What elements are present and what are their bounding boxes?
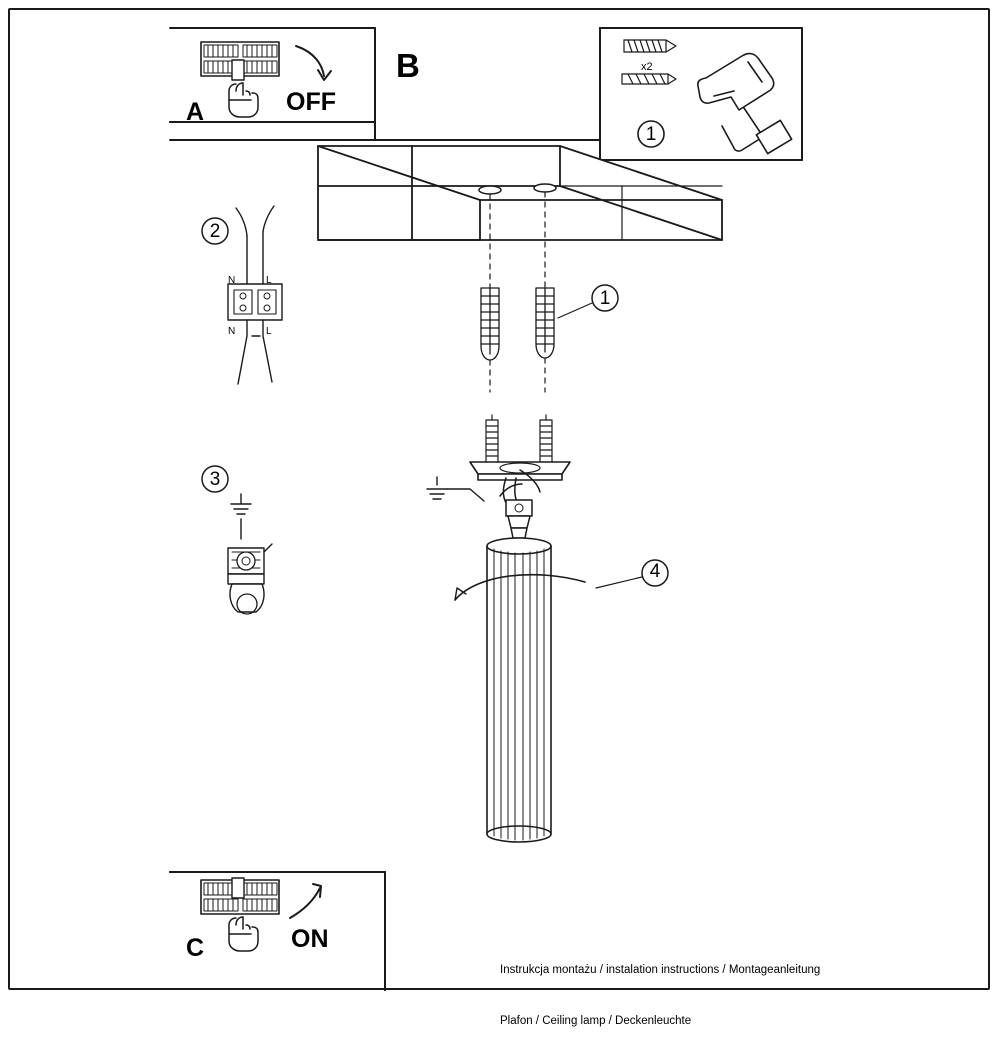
- screw-graphic: [624, 40, 676, 52]
- terminal-label-bottom-live: L: [266, 326, 272, 337]
- label-on: ON: [291, 925, 329, 953]
- socket-holder-graphic: [228, 519, 272, 614]
- arrow-up-on: [290, 884, 321, 918]
- dowel-graphic: [622, 74, 676, 84]
- drill-graphic: [698, 54, 792, 154]
- hand-icon-c: [229, 917, 258, 951]
- footer-line-1: Instrukcja montażu / instalation instructions / Montageanleitung: [500, 964, 821, 976]
- switch-off-graphic: [201, 42, 279, 80]
- dowel-right: [536, 288, 554, 358]
- footer-text: [500, 928, 820, 1064]
- terminal-label-top-neutral: N: [228, 275, 236, 286]
- lamp-shade: [487, 538, 551, 842]
- callout-shade-number: 4: [649, 561, 661, 582]
- terminal-label-top-live: L: [266, 275, 272, 286]
- ground-symbol-lamp: [426, 476, 484, 501]
- ceiling-plate: [318, 146, 722, 300]
- callout-step-3-number: 3: [209, 469, 221, 490]
- mounting-plate: [470, 462, 570, 480]
- callout-drill-number: 1: [645, 124, 657, 145]
- drill-hole-left: [479, 186, 501, 194]
- drill-hole-right: [534, 184, 556, 192]
- footer-line-2: Plafon / Ceiling lamp / Deckenleuchte: [500, 1015, 692, 1027]
- label-step-b: B: [396, 47, 420, 84]
- ground-symbol-3: [231, 494, 251, 514]
- callout-anchor-number: 1: [599, 288, 611, 309]
- callout-4-arc: [455, 575, 585, 600]
- label-off: OFF: [286, 88, 336, 116]
- callout-step-2-number: 2: [209, 221, 221, 242]
- dowel-left: [481, 288, 499, 360]
- hand-icon-a: [229, 83, 258, 117]
- switch-on-graphic: [201, 878, 279, 914]
- terminal-label-bottom-neutral: N: [228, 326, 236, 337]
- label-step-a: A: [186, 98, 205, 126]
- callout-1-leader: [558, 303, 592, 318]
- label-step-c: C: [186, 934, 205, 962]
- arrow-down-off: [296, 46, 331, 80]
- callout-4-leader: [596, 577, 642, 588]
- terminal-block-graphic: [228, 206, 282, 384]
- mount-screw-right: [540, 415, 552, 464]
- mount-screw-left: [486, 415, 498, 464]
- label-dowel-quantity: x2: [641, 61, 653, 73]
